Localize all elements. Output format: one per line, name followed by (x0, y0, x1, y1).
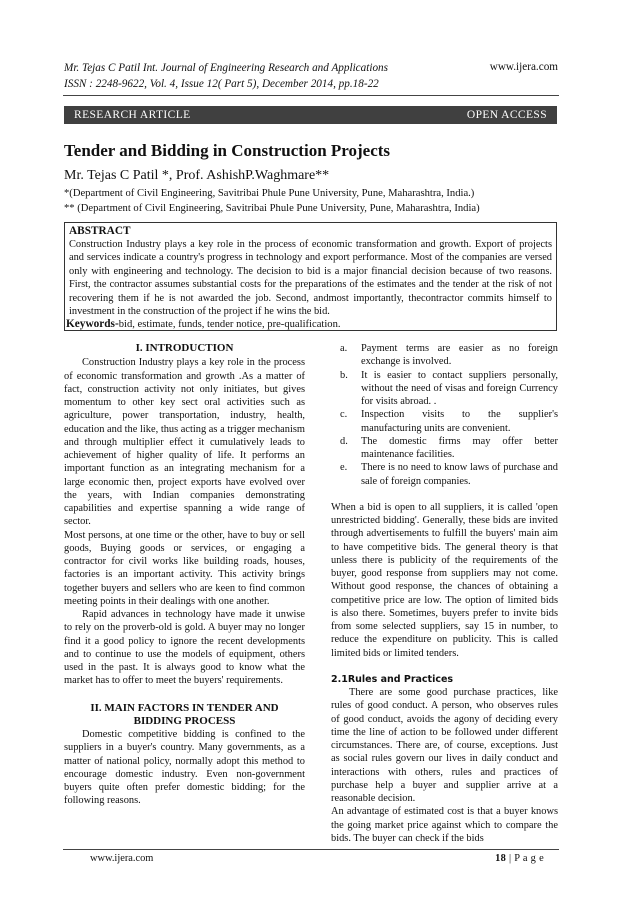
abstract-text: Construction Industry plays a key role in the process of economic transformation and growth. Export of projects and services indicate a country's progress in technology and export performance. Most of the companies are versed only with engineering and technology. The decision to bid is a major financial decision because of two reasons. First, the contractor assumes substantial costs for the preparations of the estimates and the tender at the risk of not recovering them if he is not awarded the job. Second, andmost importantly, thecontractor commits himself to investment in the construction of the project if he wins the bid. (69, 239, 552, 318)
section-2-heading-line-1: II. MAIN FACTORS IN TENDER AND (90, 701, 279, 714)
intro-paragraph-1: Construction Industry plays a key role in the process of economic transformation and growth .As a matter of fact, construction activity not only initiates, but gives momentum to other key sect oral activities such as agriculture, power transportation, industry, health, education and the like, thus acting as a trigger mechanism and through multiplier effect it cumulatively leads to achievement of higher quality of life. It performs an important function as an integrating mechanism for a large economic then, project exports have evolved over the years, with Indian companies demonstrating capabilities and expertise spanning a wide range of sector. (64, 357, 305, 528)
list-item: c. Inspection visits to the supplier's manufacturing units are convenient. (340, 409, 558, 434)
page-number (495, 853, 544, 864)
list-item: d. The domestic firms may offer better maintenance facilities. (340, 435, 558, 460)
issn-line: ISSN : 2248-9622, Vol. 4, Issue 12( Part 5), December 2014, pp.18-22 (64, 77, 379, 90)
rules-paragraph-1: There are some good purchase practices, like rules of good conduct. A person, who observes rules of good conduct, avoids the agony of deciding every time the line of action to be followed under different circumstances. There are, of course, exceptions. Just as social rules govern our lives in daily conduct and interactions with others, rules and practices of purchase help a buyer and supplier arrive at a reasonable decision. (331, 687, 558, 804)
article-type-banner (64, 106, 557, 124)
section-2-paragraph-1: Domestic competitive bidding is confined to the suppliers in a buyer's country. Many governments, as a matter of national policy, normally adopt this method to encourage domestic industry. Even non-government buyers quite often prefer domestic bidding; for the following reasons. (64, 729, 305, 807)
list-item: a. Payment terms are easier as no foreign exchange is involved. (340, 343, 558, 368)
footer-website: www.ijera.com (90, 853, 154, 864)
open-access-label: OPEN ACCESS (466, 109, 547, 121)
rules-paragraph-2: An advantage of estimated cost is that a buyer knows the going market price against which to compare the bids. The buyer can check if the bids (331, 806, 558, 844)
keywords-line (66, 318, 341, 330)
open-bidding-paragraph: When a bid is open to all suppliers, it is called 'open unrestricted bidding'. Generally, these bids are invited through advertisements to fulfill the buyers' main aim to have competitive bids. The general theory is that unless there is publicity of the requirements of the buyer, good response from suppliers may not come. Without good response, the chances of obtaining a competitive price are low. The option of limited bids is also there. Sometimes, buyers prefer to invite bids from some selected suppliers, say 15 in number, to reduce the expenditure on publicity. This is called limited bids or limited tenders. (331, 501, 558, 659)
abstract-heading: ABSTRACT (69, 225, 131, 237)
introduction-heading: I. INTRODUCTION (135, 342, 234, 354)
footer-rule (63, 849, 559, 850)
affiliation-2: ** (Department of Civil Engineering, Savitribai Phule Pune University, Pune, Maharashtra, India) (64, 203, 480, 214)
keywords-label: Keywords- (66, 318, 119, 330)
header-rule (63, 95, 559, 96)
intro-paragraph-3: Rapid advances in technology have made it unwise to rely on the proverb-old is gold. A buyer may no longer find it a good policy to ignore the recent developments and to continue to use the models of equipment, others used in the past. It is always good to know what the market has to offer to meet the buyers' requirements. (64, 609, 305, 687)
journal-citation: Mr. Tejas C Patil Int. Journal of Engineering Research and Applications (64, 62, 389, 74)
abstract-box (64, 222, 557, 331)
list-item: e. There is no need to know laws of purchase and sale of foreign companies. (340, 462, 558, 487)
right-column (331, 342, 558, 845)
paper-title: Tender and Bidding in Construction Projects (64, 141, 391, 160)
paper-authors: Mr. Tejas C Patil *, Prof. AshishP.Waghmare** (64, 168, 330, 183)
keywords-text: bid, estimate, funds, tender notice, pre-qualification. (118, 319, 341, 330)
intro-paragraph-2: Most persons, at one time or the other, have to buy or sell goods, Buying goods or services, or engaging a contractor for civil works like building roads, houses, factories is an important activity. This activity brings together buyers and sellers who are keen to find common meeting points in their dealings with one another. (64, 529, 305, 607)
page-label: | P a g e (506, 853, 544, 864)
header-website: www.ijera.com (489, 61, 558, 73)
subsection-2-1-heading: 2.1Rules and Practices (331, 673, 454, 685)
page-number-value: 18 (495, 853, 507, 864)
research-article-label: RESEARCH ARTICLE (74, 109, 191, 121)
domestic-bidding-reasons-list (331, 342, 558, 488)
left-column (64, 342, 305, 808)
running-header (64, 61, 388, 92)
list-item: b. It is easier to contact suppliers personally, without the need of visas and foreign Currency for visits abroad. . (340, 369, 558, 407)
section-2-heading-line-2: BIDDING PROCESS (133, 714, 236, 727)
section-2-heading (64, 702, 305, 729)
affiliation-1: *(Department of Civil Engineering, Savitribai Phule Pune University, Pune, Maharashtra, India.) (64, 188, 475, 199)
